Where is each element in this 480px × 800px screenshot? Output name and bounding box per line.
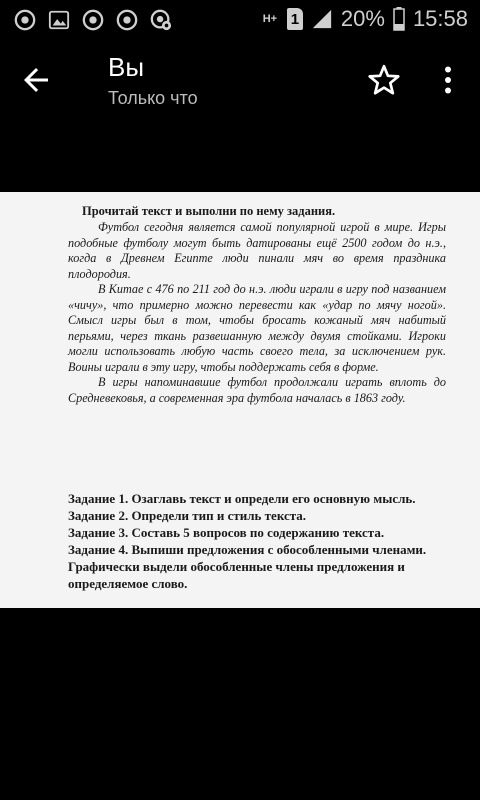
battery-percent: 20% [340, 6, 385, 31]
chrome-icon [116, 9, 138, 31]
timestamp-subtitle: Только что [108, 88, 198, 108]
notification-icons [14, 9, 172, 31]
status-right [261, 6, 468, 32]
sender-title: Вы [108, 52, 145, 82]
document-text [68, 204, 446, 406]
tasks-list [68, 490, 448, 592]
chrome-icon [14, 9, 36, 31]
star-icon[interactable] [366, 62, 402, 98]
more-vert-icon[interactable] [430, 62, 466, 98]
paragraph: Футбол сегодня является самой популярной игрой в мире. Игры подобные футболу могут быть датированы ещё 2500 годом до н.э., когда в Древнем Египте люди пинали мяч во время праздника плодородия. [68, 220, 446, 281]
task-item: Задание 3. Составь 5 вопросов по содержанию текста. [68, 525, 385, 540]
paragraph: В Китае с 476 по 211 год до н.э. люди играли в игру под названием «чичу», что примерно можно перевести как «удар по мячу ногой». Смысл игры был в том, чтобы бросать кожаный мяч набитый перьями, через ткань развешанную между двумя стойками. Игроки могли использовать любую часть своего тела, за исключением рук. Воины играли в эту игру, чтобы поддержать себя в форме. [68, 282, 446, 374]
sim-slot-badge: 1 [287, 8, 303, 30]
battery-icon [393, 7, 405, 31]
gallery-icon [48, 9, 70, 31]
clock: 15:58 [412, 6, 468, 31]
signal-icon [311, 8, 333, 30]
task-item: Задание 4. Выпиши предложения с обособленными членами. Графически выдели обособленные члены предложения и определяемое слово. [68, 542, 427, 591]
app-bar [0, 40, 480, 130]
document-image[interactable] [0, 192, 480, 608]
chrome-icon [82, 9, 104, 31]
task-item: Задание 1. Озаглавь текст и определи его основную мысль. [68, 491, 416, 506]
paragraph: В игры напоминавшие футбол продолжали играть вплоть до Средневековья, а современная эра футбола началась в 1863 году. [68, 375, 446, 405]
network-type: H+ [262, 13, 278, 25]
document-heading: Прочитай текст и выполни по нему задания. [82, 204, 336, 218]
status-bar [0, 0, 480, 40]
back-arrow-icon[interactable] [18, 62, 54, 98]
task-item: Задание 2. Определи тип и стиль текста. [68, 508, 307, 523]
chrome-settings-icon [150, 9, 172, 31]
